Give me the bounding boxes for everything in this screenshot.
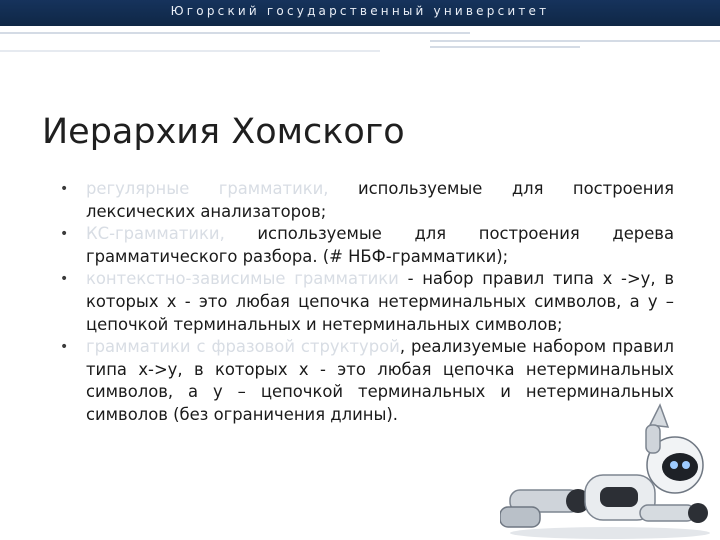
university-name: Югорский государственный университет [170, 4, 550, 18]
bullet-icon: • [60, 339, 69, 356]
header-bar [0, 0, 720, 26]
item-text: , реализуемые набором правил типа x->y, в которых x - это любая цепочка нетерминальных символов, а y – цепочкой терминальных и нетерминальных символов (без ограничения длины). [86, 337, 674, 424]
bullet-icon: • [60, 226, 69, 243]
highlight-term: КС-грамматики, [86, 224, 225, 244]
list-item [42, 268, 674, 336]
item-text: используемые для построения лексических анализаторов; [86, 179, 674, 221]
highlight-term: контекстно-зависимые грамматики [86, 269, 399, 289]
robot-illustration [500, 395, 720, 540]
list-item [42, 223, 674, 268]
decorative-stripes [0, 26, 720, 56]
item-text: - набор правил типа x ->y, в которых x - это любая цепочка нетерминальных символов, а у – цепочкой терминальных и нетерминальных символов; [86, 269, 674, 334]
highlight-term: грамматики с фразовой структурой [86, 337, 400, 357]
highlight-term: регулярные грамматики, [86, 179, 329, 198]
bullet-icon: • [60, 271, 69, 288]
slide-title: Иерархия Хомского [42, 112, 405, 152]
bullet-icon: • [60, 181, 69, 197]
item-text: используемые для построения дерева грамматического разбора. (# НБФ-грамматики); [86, 224, 674, 266]
list-item [42, 178, 674, 223]
bullet-list [42, 178, 674, 427]
